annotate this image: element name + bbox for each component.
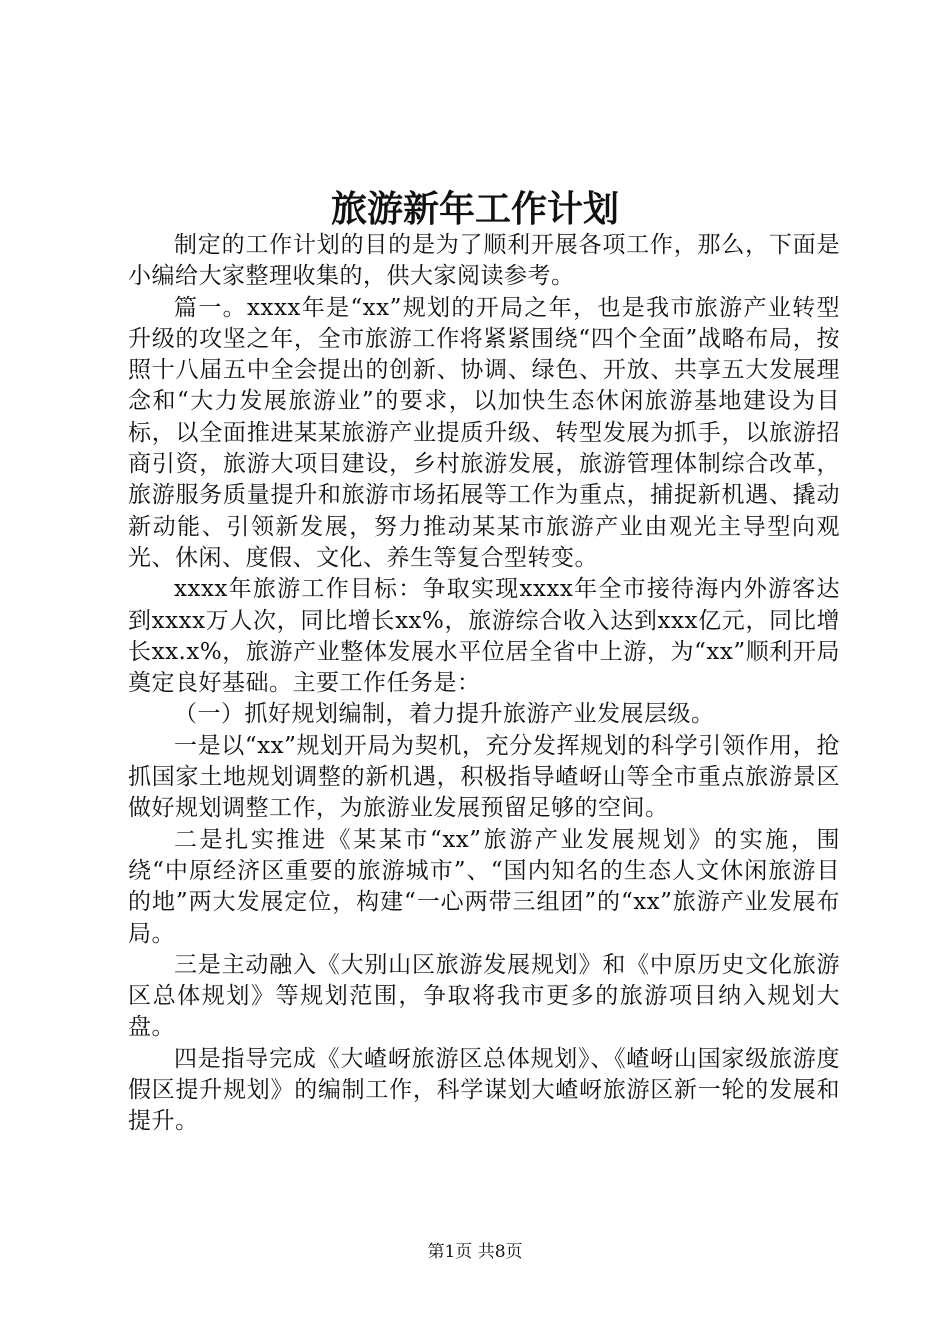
paragraph-item-three: 三是主动融入《大别山区旅游发展规划》和《中原历史文化旅游区总体规划》等规划范围，争取将我市更多的旅游项目纳入规划大盘。 <box>128 951 840 1041</box>
paragraph-part-one: 篇一。xxxx年是“xx”规划的开局之年，也是我市旅游产业转型升级的攻坚之年，全市旅游工作将紧紧围绕“四个全面”战略布局，按照十八届五中全会提出的创新、协调、绿色、开放、共享五大发展理念和“大力发展旅游业”的要求，以加快生态休闲旅游基地建设为目标，以全面推进某某旅游产业提质升级、转型发展为抓手，以旅游招商引资，旅游大项目建设，乡村旅游发展，旅游管理体制综合改革，旅游服务质量提升和旅游市场拓展等工作为重点，捕捉新机遇、撬动新动能、引领新发展，努力推动某某市旅游产业由观光主导型向观光、休闲、度假、文化、养生等复合型转变。 <box>128 294 840 571</box>
page-number-footer: 第1页 共8页 <box>427 1242 523 1262</box>
paragraph-item-two: 二是扎实推进《某某市“xx”旅游产业发展规划》的实施，围绕“中原经济区重要的旅游城市”、“国内知名的生态人文休闲旅游目的地”两大发展定位，构建“一心两带三组团”的“xx”旅游产业发展布局。 <box>128 826 840 947</box>
paragraph-goals: xxxx年旅游工作目标：争取实现xxxx年全市接待海内外游客达到xxxx万人次，同比增长xx%，旅游综合收入达到xxx亿元，同比增长xx.x%，旅游产业整体发展水平位居全省中上游，为“xx”顺利开局奠定良好基础。主要工作任务是： <box>128 576 840 697</box>
document-body <box>128 230 840 1138</box>
paragraph-section-heading: （一）抓好规划编制，着力提升旅游产业发展层级。 <box>174 701 715 728</box>
paragraph-item-four: 四是指导完成《大嵖岈旅游区总体规划》、《嵖岈山国家级旅游度假区提升规划》的编制工作，科学谋划大嵖岈旅游区新一轮的发展和提升。 <box>128 1045 840 1135</box>
paragraph-item-one: 一是以“xx”规划开局为契机，充分发挥规划的科学引领作用，抢抓国家土地规划调整的新机遇，积极指导嵖岈山等全市重点旅游景区做好规划调整工作，为旅游业发展预留足够的空间。 <box>128 732 840 822</box>
paragraph-intro: 制定的工作计划的目的是为了顺利开展各项工作，那么，下面是小编给大家整理收集的，供大家阅读参考。 <box>128 232 840 290</box>
document-title: 旅游新年工作计划 <box>330 188 619 230</box>
